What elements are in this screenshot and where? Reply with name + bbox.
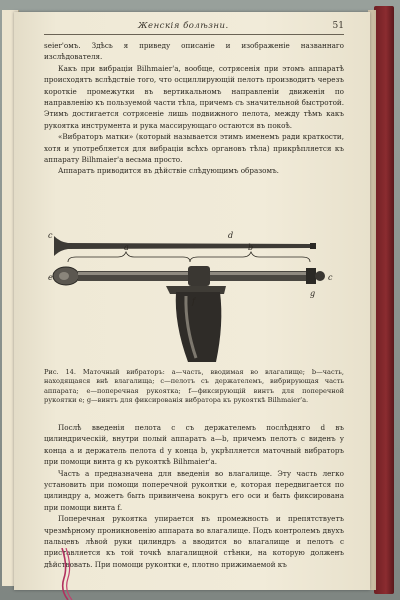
figure-label: f — [192, 297, 195, 306]
paragraph: seier'омъ. Здѣсь я приведу описаніе и изображеніе названнаго изслѣдователя. — [44, 41, 344, 62]
screw-g — [306, 268, 316, 284]
paragraph: Поперечная рукоятка упирается въ промежность и препятствуетъ чрезмѣрному проникновенію аппарата во влагалище. Подъ контролемъ двухъ пальцевъ лѣвой руки цилиндръ a вводится во влагалище и пелотъ c приставляется къ той точкѣ влагалищной стѣнки, на которую долженъ дѣйствовать. При помощи рукоятки e, плотно прижимаемой къ — [44, 514, 344, 569]
figure-label: a — [124, 243, 129, 252]
brace-a — [68, 252, 190, 262]
figure-vibrator — [48, 224, 344, 364]
header-title: Женскія болѣзни. — [138, 21, 229, 31]
handle-grip — [176, 292, 222, 362]
paragraph: Часть a предназначена для введенія во влагалище. Эту часть легко установить при помощи поперечной рукоятки e, которая передвигается по цилиндру a, можетъ быть привинчена вокругъ его оси и быть фиксирована при помощи винта f. — [44, 468, 344, 512]
clamp — [188, 266, 210, 286]
page-number: 51 — [332, 21, 344, 31]
figure-label: c — [48, 231, 53, 240]
book-page — [14, 12, 370, 590]
figure-label: b — [248, 243, 254, 252]
screw-g-knob — [315, 271, 325, 281]
paragraph: «Вибраторъ матки» (который называется этимъ именемъ ради краткости, хотя и употребляется для вибраціи всѣхъ органовъ тѣла) прикрѣпляется къ аппарату Bilhmaier'а весьма просто. — [44, 132, 344, 165]
figure-label: d — [228, 231, 234, 240]
book-cover-right — [374, 6, 394, 594]
figure-caption: Рис. 14. Маточный вибраторъ: a—часть, вводимая во влагалище; b—часть, находящаяся внѣ влагалища; c—пелотъ съ держателемъ, вибрирующая часть аппарата; e—поперечная рукоятка; f—фиксирующій винтъ для поперечной рукоятки e; g—винтъ для фиксированія вибратора къ рукояткѣ Bilhmaier'а. — [44, 368, 344, 405]
figure-label: e — [48, 273, 53, 282]
paragraph: Аппаратъ приводится въ дѣйствіе слѣдующимъ образомъ. — [58, 166, 279, 176]
paragraph: Послѣ введенія пелота c съ держателемъ послѣдняго d въ цилиндрическій, внутри полый аппаратъ a—b, причемъ пелотъ c виденъ у конца a и держатель пелота d у конца b, укрѣпляется маточный вибраторъ при помощи винта g къ рукояткѣ Bilhmaier'а. — [44, 423, 344, 467]
figure-label: g — [310, 289, 316, 298]
pelot-highlight — [59, 272, 69, 280]
text-block-bottom — [44, 422, 344, 570]
figure-label: c — [328, 273, 333, 282]
vibrator-illustration — [48, 224, 344, 364]
text-block-top — [44, 40, 344, 177]
bookmark-ribbon — [58, 548, 80, 600]
upper-rod — [54, 236, 310, 256]
upper-rod-tip — [310, 243, 316, 249]
paragraph: Какъ при вибраціи Bilhmaier'а, вообще, сотрясенія при этомъ аппаратѣ происходятъ вслѣдствіе того, что осциллирующій пелотъ производитъ черезъ короткіе промежутки въ вертикальномъ направленіи движенія по направленію къ пользуемой части тѣла, причемъ съ значительной быстротой. Этимъ достигается сотрясеніе лишь подвижного пелота, между тѣмъ какъ рукоятка инструмента и рука массирующаго остаются въ покоѣ. — [44, 63, 344, 130]
header-rule — [44, 34, 344, 35]
brace-b — [190, 252, 310, 262]
running-header — [14, 21, 370, 35]
